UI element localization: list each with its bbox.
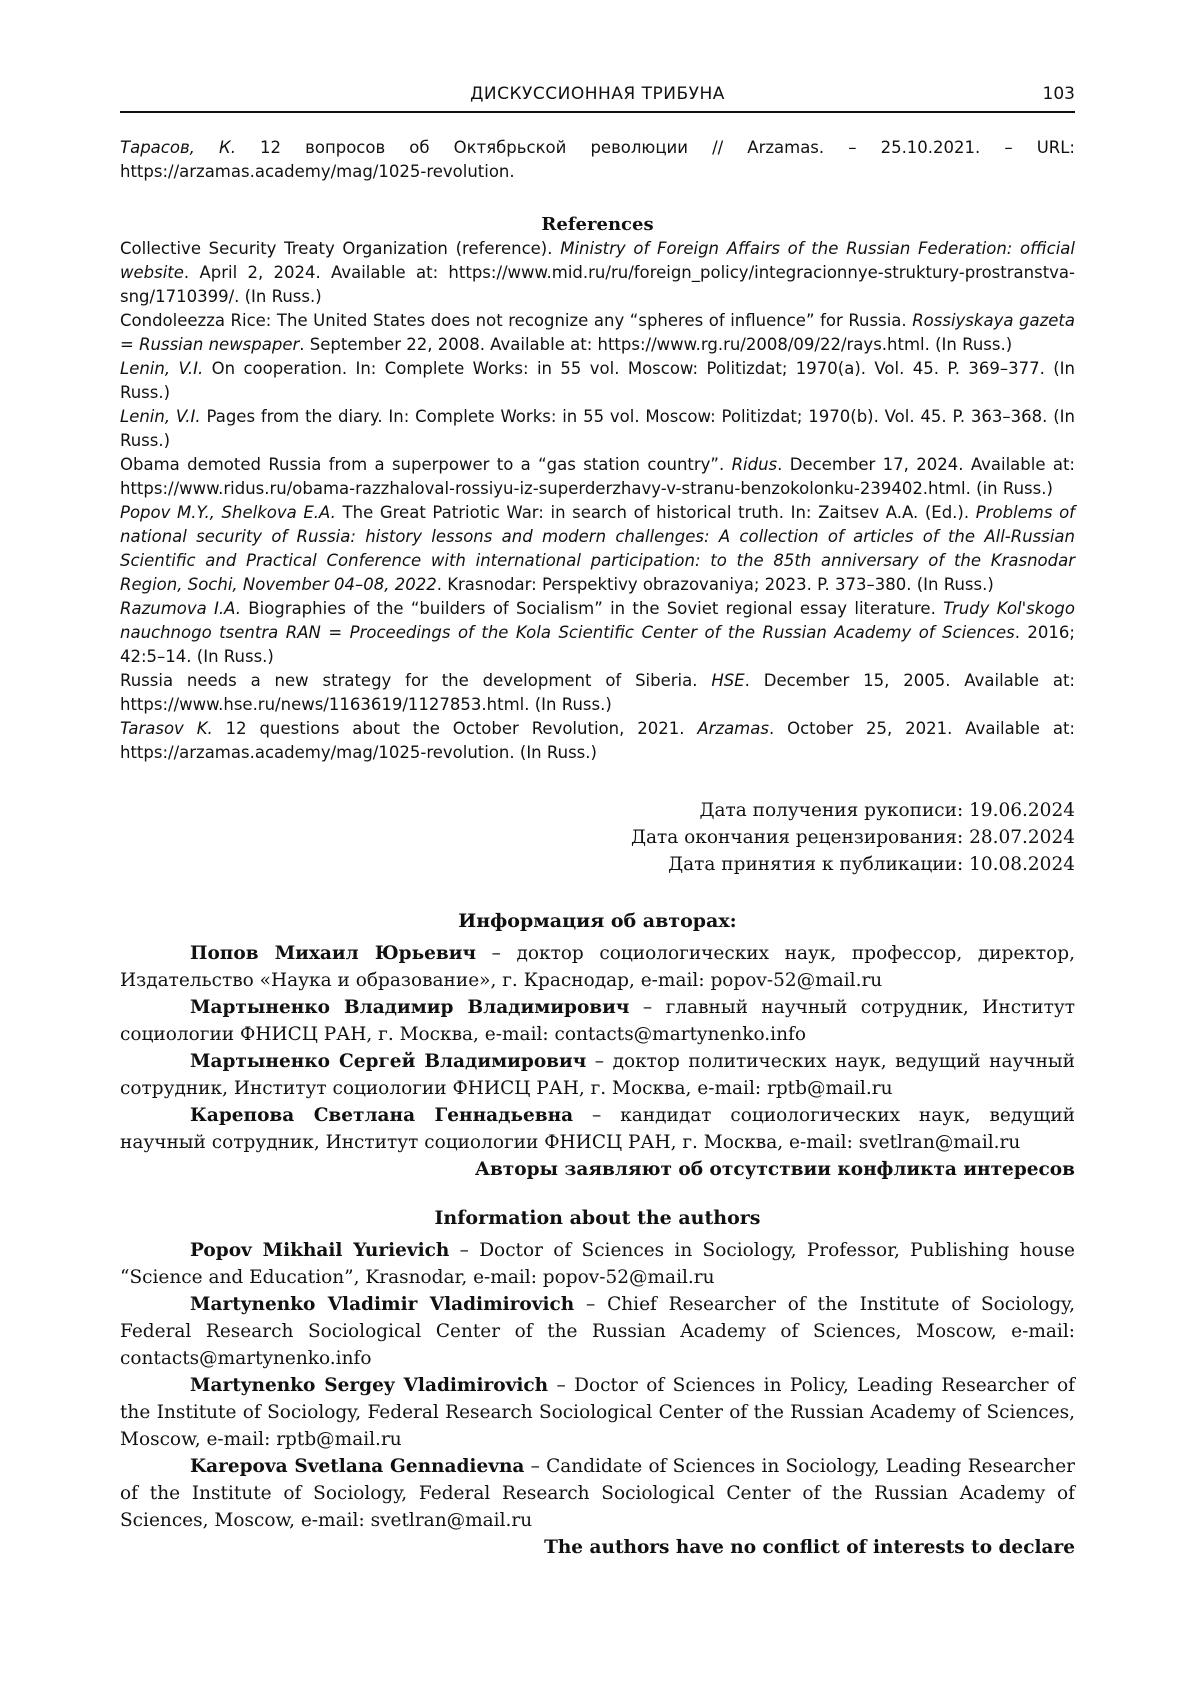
- date-accepted: Дата принятия к публикации: 10.08.2024: [668, 854, 1075, 875]
- reference-entry: [120, 597, 1075, 669]
- authors-ru-heading: Информация об авторах:: [458, 910, 737, 932]
- reference-segment: The Great Patriotic War: in search of historical truth. In: Zaitsev A.A. (Ed.).: [335, 503, 976, 522]
- author-entry: [120, 1291, 1075, 1372]
- author-entry: [120, 1372, 1075, 1453]
- conflict-declaration-ru: Авторы заявляют об отсутствии конфликта интересов: [474, 1159, 1075, 1180]
- author-details: – Doctor of Sciences in Policy, Leading Researcher of the Institute of Sociology, Federal Research Sociological Center of the Russian Academy of Sciences, Moscow, e-mail: rptb@mail.ru: [120, 1375, 1075, 1450]
- reference-segment: . December 17, 2024. Available at: https://www.ridus.ru/obama-razzhaloval-rossiyu-iz-superderzhavy-v-stranu-benzokolonku-239402.html. (in Russ.): [120, 455, 1075, 498]
- reference-entry: [120, 309, 1075, 357]
- date-received: Дата получения рукописи: 19.06.2024: [699, 800, 1075, 821]
- author-entry: [120, 1048, 1075, 1102]
- authors-ru-list: [120, 940, 1075, 1183]
- reference-text: 12 вопросов об Октябрьской революции // Arzamas. – 25.10.2021. – URL: https://arzamas.academy/mag/1025-revolution.: [120, 138, 1075, 181]
- reference-segment: Condoleezza Rice: The United States does not recognize any “spheres of influence” for Russia.: [120, 311, 913, 330]
- author-name: Карепова Светлана Геннадьевна: [190, 1105, 574, 1126]
- page-content: [120, 136, 1075, 1561]
- date-reviewed: Дата окончания рецензирования: 28.07.2024: [630, 827, 1075, 848]
- author-name: Попов Михаил Юрьевич: [190, 943, 477, 964]
- reference-entry: [120, 717, 1075, 765]
- reference-italic: Lenin, V.I.: [120, 359, 204, 378]
- running-header: [120, 80, 1075, 110]
- author-name: Мартыненко Владимир Владимирович: [190, 997, 630, 1018]
- section-title: ДИСКУССИОННАЯ ТРИБУНА: [470, 84, 725, 104]
- authors-en-heading: Information about the authors: [434, 1207, 761, 1229]
- manuscript-dates: [120, 797, 1075, 878]
- reference-italic: Arzamas: [697, 719, 769, 738]
- author-details: – доктор социологических наук, профессор, директор, Издательство «Наука и образование», г. Краснодар, e-mail: popov-52@mail.ru: [120, 943, 1075, 991]
- reference-italic: Trudy Kol'skogo nauchnogo tsentra RAN = Proceedings of the Kola Scientific Center of the Russian Academy of Sciences: [120, 599, 1075, 642]
- reference-segment: Collective Security Treaty Organization (reference).: [120, 239, 561, 258]
- reference-segment: . October 25, 2021. Available at: https://arzamas.academy/mag/1025-revolution. (In Russ.): [120, 719, 1075, 762]
- reference-entry: [120, 357, 1075, 405]
- reference-segment: . December 15, 2005. Available at: https://www.hse.ru/news/1163619/1127853.html. (In Russ.): [120, 671, 1075, 714]
- author-name: Martynenko Sergey Vladimirovich: [190, 1375, 549, 1396]
- prior-reference-entry: [120, 136, 1075, 184]
- reference-segment: 12 questions about the October Revolution, 2021.: [212, 719, 698, 738]
- author-entry: [120, 940, 1075, 994]
- reference-italic: Razumova I.A.: [120, 599, 241, 618]
- author-details: – доктор политических наук, ведущий научный сотрудник, Институт социологии ФНИСЦ РАН, г. Москва, e-mail: rptb@mail.ru: [120, 1051, 1075, 1099]
- reference-segment: Russia needs a new strategy for the development of Siberia.: [120, 671, 712, 690]
- reference-segment: Pages from the diary. In: Complete Works: in 55 vol. Moscow: Politizdat; 1970(b). Vol. 45. P. 363–368. (In Russ.): [120, 407, 1075, 450]
- author-entry: [120, 994, 1075, 1048]
- reference-italic: Lenin, V.I.: [120, 407, 201, 426]
- author-entry: [120, 1453, 1075, 1534]
- reference-italic: Tarasov K.: [120, 719, 213, 738]
- reference-italic: Problems of national security of Russia: history lessons and modern challenges: A collection of articles of the All-Russian Scientific and Practical Conference with international participation: to the 85th anniversary of the Krasnodar Region, Sochi, November 04–08, 2022: [120, 503, 1075, 594]
- page-number: 103: [1042, 84, 1075, 104]
- reference-entry: [120, 669, 1075, 717]
- reference-segment: Biographies of the “builders of Socialism” in the Soviet regional essay literature.: [241, 599, 944, 618]
- header-rule: [120, 111, 1075, 113]
- reference-entry: [120, 453, 1075, 501]
- reference-italic: Ministry of Foreign Affairs of the Russian Federation: official website: [120, 239, 1075, 282]
- reference-segment: . 2016; 42:5–14. (In Russ.): [120, 623, 1075, 666]
- author-details: – кандидат социологических наук, ведущий научный сотрудник, Институт социологии ФНИСЦ РАН, г. Москва, e-mail: svetlran@mail.ru: [120, 1105, 1075, 1153]
- reference-segment: . April 2, 2024. Available at: https://www.mid.ru/ru/foreign_policy/integracionnye-struktury-prostranstva-sng/1710399/. (In Russ.): [120, 263, 1075, 306]
- author-name: Popov Mikhail Yurievich: [190, 1240, 450, 1261]
- author-entry: [120, 1102, 1075, 1156]
- reference-segment: . Krasnodar: Perspektivy obrazovaniya; 2023. P. 373–380. (In Russ.): [436, 575, 994, 594]
- author-details: – Chief Researcher of the Institute of Sociology, Federal Research Sociological Center of the Russian Academy of Sciences, Moscow, e-mail: contacts@martynenko.info: [120, 1294, 1075, 1369]
- author-details: – Candidate of Sciences in Sociology, Leading Researcher of the Institute of Sociology, Federal Research Sociological Center of the Russian Academy of Sciences, Moscow, e-mail: svetlran@mail.ru: [120, 1456, 1076, 1531]
- reference-segment: On cooperation. In: Complete Works: in 55 vol. Moscow: Politizdat; 1970(a). Vol. 45. P. 369–377. (In Russ.): [120, 359, 1075, 402]
- reference-segment: Obama demoted Russia from a superpower to a “gas station country”.: [120, 455, 732, 474]
- reference-segment: . September 22, 2008. Available at: https://www.rg.ru/2008/09/22/rays.html. (In Russ.): [299, 335, 1013, 354]
- reference-entry: [120, 405, 1075, 453]
- author-entry: [120, 1237, 1075, 1291]
- author-name: Мартыненко Сергей Владимирович: [190, 1051, 587, 1072]
- reference-italic: Rossiyskaya gazeta = Russian newspaper: [120, 311, 1075, 354]
- authors-en-list: [120, 1237, 1075, 1561]
- reference-entry: [120, 501, 1075, 597]
- reference-italic: Popov M.Y., Shelkova E.A.: [120, 503, 336, 522]
- author-name: Karepova Svetlana Gennadievna: [190, 1456, 525, 1477]
- references-heading: References: [541, 214, 654, 235]
- author-name: Martynenko Vladimir Vladimirovich: [190, 1294, 575, 1315]
- author-details: – главный научный сотрудник, Институт социологии ФНИСЦ РАН, г. Москва, e-mail: contacts@martynenko.info: [120, 997, 1075, 1045]
- references-list: [120, 237, 1075, 765]
- reference-author: Тарасов, К.: [120, 138, 236, 157]
- conflict-declaration-en: The authors have no conflict of interests to declare: [544, 1537, 1075, 1558]
- author-details: – Doctor of Sciences in Sociology, Professor, Publishing house “Science and Education”, Krasnodar, e-mail: popov-52@mail.ru: [120, 1240, 1075, 1288]
- reference-italic: Ridus: [731, 455, 778, 474]
- reference-italic: HSE: [711, 671, 745, 690]
- reference-entry: [120, 237, 1075, 309]
